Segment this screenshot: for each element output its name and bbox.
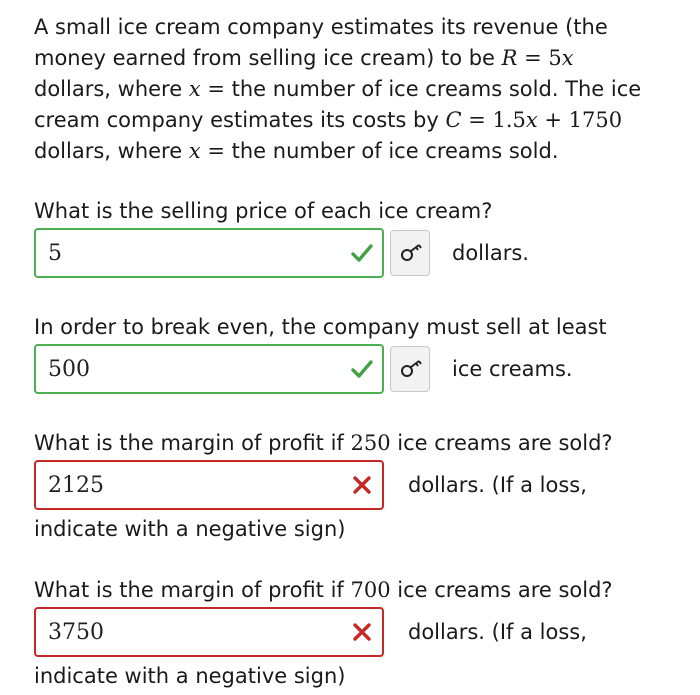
math-x-4: x [188, 139, 201, 163]
math-1-5: 1.5 [492, 108, 526, 132]
answer-1-field[interactable] [34, 228, 384, 278]
intro-line-1: A small ice cream company estimates its revenue (the [34, 15, 608, 39]
key-button-2[interactable] [390, 346, 430, 392]
answer-4-field[interactable] [34, 607, 384, 657]
intro-line-3b: the number of ice creams sold. The ice [231, 77, 642, 101]
question-1-text: What is the selling price of each ice cream? [34, 199, 493, 223]
math-plus-1750: + 1750 [537, 108, 623, 132]
math-x-1: x [561, 46, 574, 70]
answer-3-field[interactable] [34, 460, 384, 510]
intro-line-3a: dollars, where [34, 77, 189, 101]
intro-line-2-text: money earned from selling ice cream) to be [34, 46, 502, 70]
answer-4-note: indicate with a negative sign) [34, 664, 346, 688]
math-x-3: x [525, 108, 538, 132]
x-mark-icon [350, 621, 374, 643]
math-R: R [501, 46, 518, 70]
answer-3-note: indicate with a negative sign) [34, 517, 346, 541]
check-icon [350, 242, 374, 264]
answer-1-input[interactable] [48, 238, 328, 268]
x-mark-icon [350, 474, 374, 496]
question-4-number: 700 [350, 578, 391, 602]
answer-3-input[interactable] [48, 470, 328, 500]
math-eq-4: = [200, 139, 232, 163]
intro-line-4a: cream company estimates its costs by [34, 108, 446, 132]
math-5: 5 [548, 46, 562, 70]
math-x-2: x [188, 77, 201, 101]
answer-3-unit: dollars. (If a loss, [408, 473, 587, 497]
key-button-1[interactable] [390, 230, 430, 276]
key-icon [399, 358, 423, 380]
check-icon [350, 358, 374, 380]
intro-line-5a: dollars, where [34, 139, 189, 163]
key-icon [399, 242, 423, 264]
question-3-part-b: ice creams are sold? [390, 431, 613, 455]
answer-1-unit: dollars. [452, 241, 529, 265]
question-4-text [34, 575, 613, 605]
math-C: C [445, 108, 462, 132]
question-3-text [34, 428, 613, 458]
answer-2-field[interactable] [34, 344, 384, 394]
question-4-part-a: What is the margin of profit if [34, 578, 351, 602]
answer-2-unit: ice creams. [452, 357, 573, 381]
intro-line-5b: the number of ice creams sold. [231, 139, 559, 163]
question-2-text: In order to break even, the company must sell at least [34, 315, 607, 339]
math-eq-3: = [461, 108, 493, 132]
answer-4-unit: dollars. (If a loss, [408, 620, 587, 644]
question-4-part-b: ice creams are sold? [390, 578, 613, 602]
math-eq-1: = [517, 46, 549, 70]
question-3-part-a: What is the margin of profit if [34, 431, 351, 455]
answer-4-input[interactable] [48, 617, 328, 647]
math-eq-2: = [200, 77, 232, 101]
problem-statement [34, 12, 674, 167]
question-3-number: 250 [350, 431, 391, 455]
answer-2-input[interactable] [48, 354, 328, 384]
